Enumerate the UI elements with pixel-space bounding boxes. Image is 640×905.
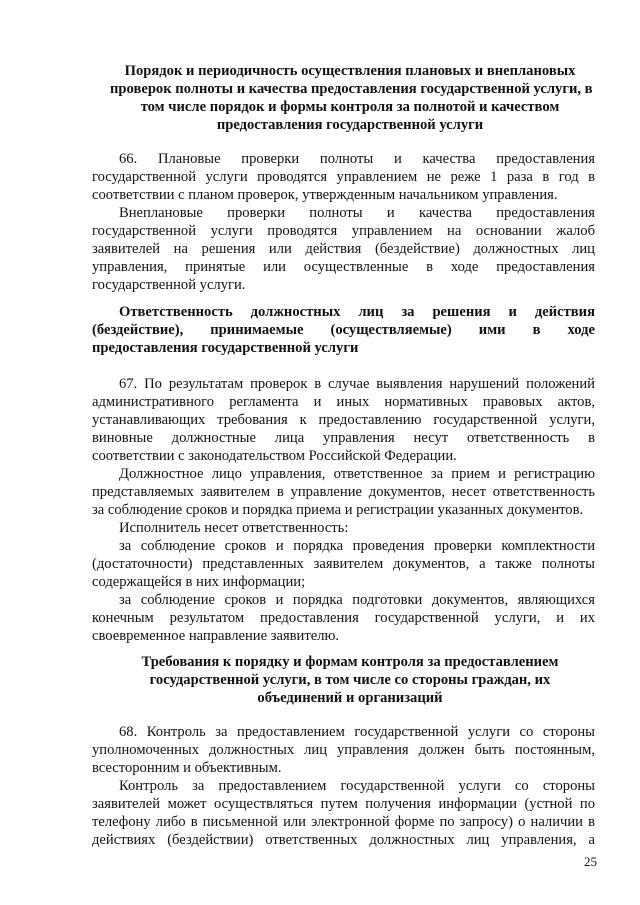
paragraph-67 bbox=[92, 375, 595, 465]
paragraph-line: соответствии с законодательством Российской Федерации. bbox=[92, 448, 457, 464]
paragraph-line: своевременное направление заявителю. bbox=[92, 628, 340, 644]
paragraph-line: уполномоченных должностных лиц управления должен быть постоянным, bbox=[92, 742, 595, 758]
paragraph-line: 66. Плановые проверки полноты и качества предоставления bbox=[119, 151, 595, 167]
heading-line: предоставления государственной услуги bbox=[216, 117, 484, 133]
heading-line: Порядок и периодичность осуществления плановых и внеплановых bbox=[124, 63, 576, 79]
paragraph-line: телефону либо в письменной или электронной форме по запросу) о наличии в bbox=[92, 814, 595, 830]
paragraph-completeness-check bbox=[92, 537, 595, 591]
paragraph-line: за соблюдение сроков и порядка подготовки документов, являющихся bbox=[119, 592, 595, 608]
paragraph-line: действиях (бездействии) ответственных должностных лиц управления, а bbox=[92, 832, 595, 848]
paragraph-68 bbox=[92, 723, 595, 777]
heading-line: проверок полноты и качества предоставления государственной услуги, в bbox=[110, 81, 593, 97]
heading-line: государственной услуги, в том числе со стороны граждан, их bbox=[149, 672, 551, 688]
paragraph-line: Внеплановые проверки полноты и качества предоставления bbox=[119, 205, 595, 221]
section-heading-control-procedure bbox=[110, 62, 593, 134]
paragraph-line: устанавливающих требования к предоставлению государственной услуги, bbox=[92, 412, 595, 428]
paragraph-line: содержащейся в них информации; bbox=[92, 574, 306, 590]
section-heading-responsibility bbox=[92, 303, 595, 357]
paragraph-applicant-control bbox=[92, 777, 595, 849]
paragraph-line: всесторонним и объективным. bbox=[92, 760, 282, 776]
paragraph-line: заявителей может осуществляться путем получения информации (устной по bbox=[92, 796, 595, 812]
paragraph-unscheduled-checks bbox=[92, 204, 595, 294]
paragraph-line: государственной услуги проводятся управлением не реже 1 раза в год в bbox=[92, 169, 595, 185]
paragraph-line: административного регламента и иных нормативных правовых актов, bbox=[92, 394, 595, 410]
page-number: 25 bbox=[584, 854, 597, 869]
paragraph-line: (достаточности) представленных заявителем документов, а также полноты bbox=[92, 556, 595, 572]
heading-line: (бездействие), принимаемые (осуществляемые) ими в ходе bbox=[92, 322, 595, 338]
paragraph-line: представляемых заявителем в управление документов, несет ответственность bbox=[92, 484, 595, 500]
paragraph-document-preparation bbox=[92, 591, 595, 645]
heading-line: Требования к порядку и формам контроля за предоставлением bbox=[141, 654, 559, 670]
paragraph-line: Исполнитель несет ответственность: bbox=[119, 520, 349, 536]
heading-line: Ответственность должностных лиц за решения и действия bbox=[119, 304, 595, 320]
paragraph-executor-responsibility bbox=[92, 519, 595, 537]
paragraph-line: Должностное лицо управления, ответственное за прием и регистрацию bbox=[119, 466, 595, 482]
paragraph-line: государственной услуги проводятся управлением на основании жалоб bbox=[92, 223, 595, 239]
paragraph-line: 68. Контроль за предоставлением государственной услуги со стороны bbox=[119, 724, 595, 740]
paragraph-line: управления, принятые или осуществленные в ходе предоставления bbox=[92, 259, 595, 275]
paragraph-line: за соблюдение сроков и порядка приема и регистрации указанных документов. bbox=[92, 502, 584, 518]
heading-line: предоставления государственной услуги bbox=[92, 340, 359, 356]
paragraph-reception-official bbox=[92, 465, 595, 519]
paragraph-line: виновные должностные лица управления несут ответственность в bbox=[92, 430, 595, 446]
paragraph-66 bbox=[92, 150, 595, 204]
paragraph-line: государственной услуги. bbox=[92, 277, 246, 293]
paragraph-line: соответствии с планом проверок, утвержденным начальником управления. bbox=[92, 187, 558, 203]
heading-line: объединений и организаций bbox=[257, 690, 443, 706]
paragraph-line: Контроль за предоставлением государственной услуги со стороны bbox=[119, 778, 595, 794]
paragraph-line: 67. По результатам проверок в случае выявления нарушений положений bbox=[119, 376, 595, 392]
paragraph-line: конечным результатом предоставления государственной услуги, и их bbox=[92, 610, 595, 626]
paragraph-line: заявителей на решения или действия (бездействие) должностных лиц bbox=[92, 241, 595, 257]
paragraph-line: за соблюдение сроков и порядка проведения проверки комплектности bbox=[119, 538, 595, 554]
section-heading-control-forms bbox=[110, 653, 590, 707]
heading-line: том числе порядок и формы контроля за полнотой и качеством bbox=[140, 99, 560, 115]
